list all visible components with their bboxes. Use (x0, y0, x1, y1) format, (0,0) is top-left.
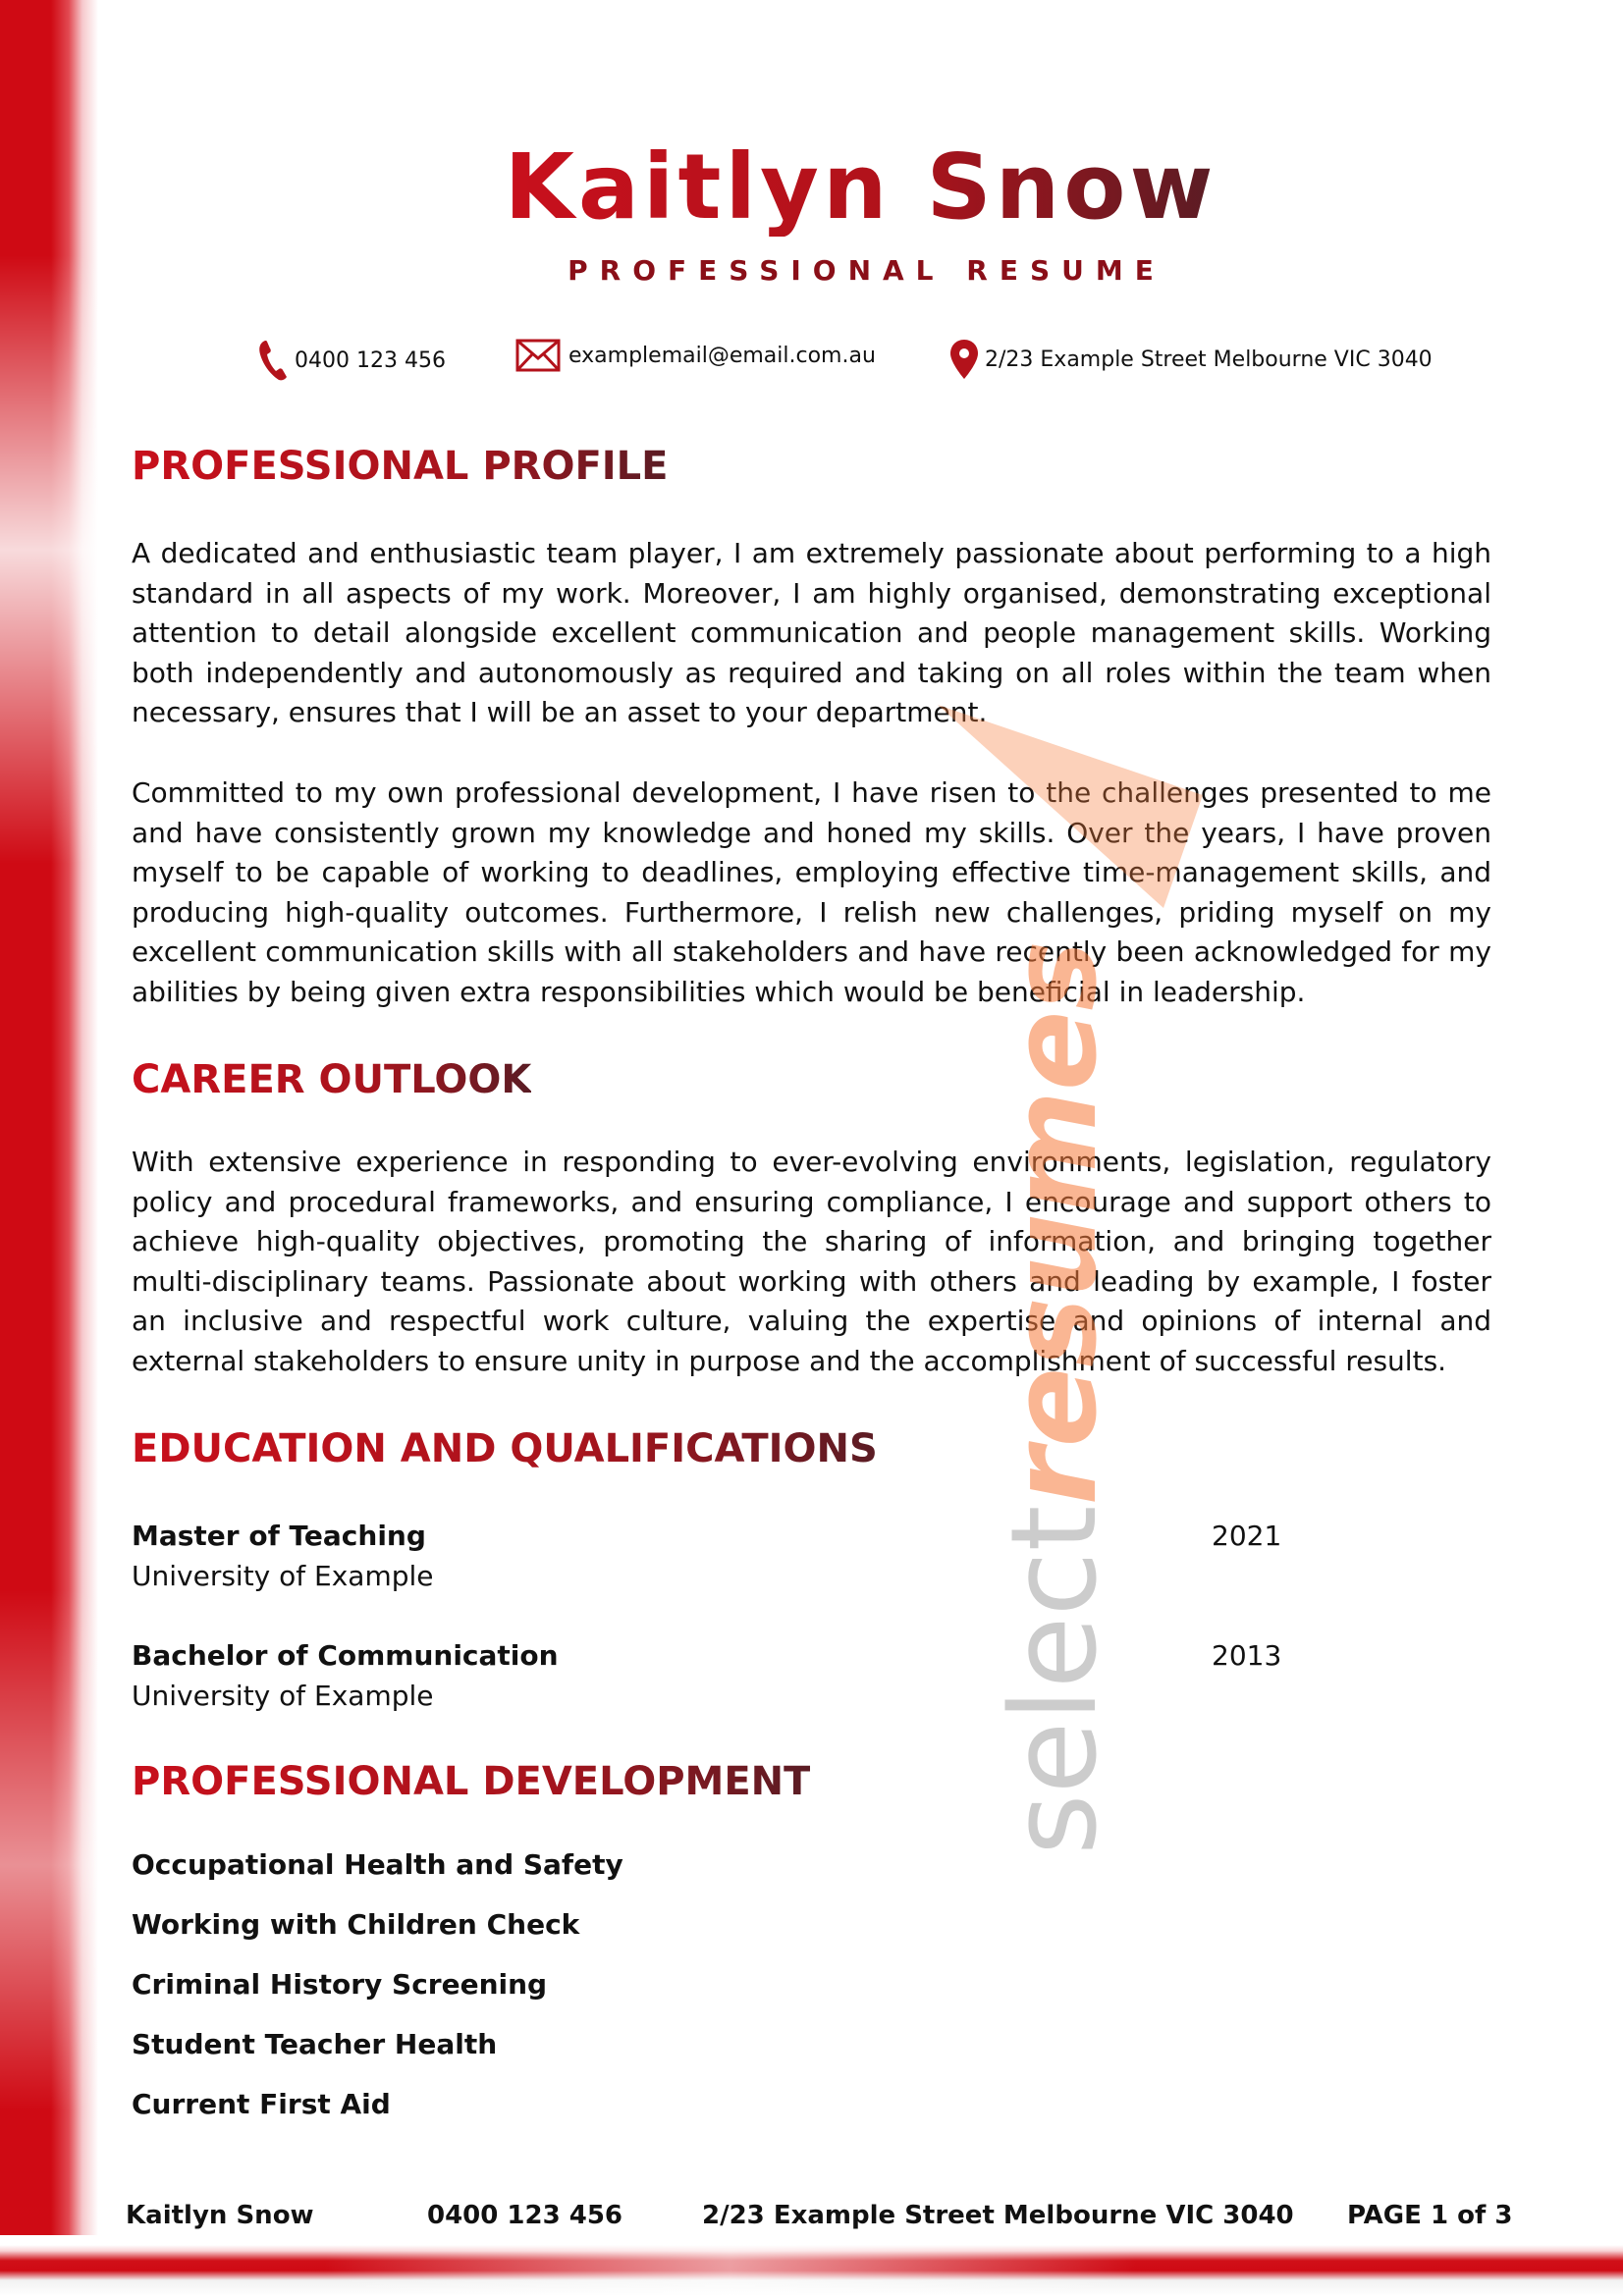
section-title-development: PROFESSIONAL DEVELOPMENT (132, 1759, 811, 1804)
resume-subtitle: PROFESSIONAL RESUME (568, 254, 1165, 288)
page-footer (0, 2201, 1623, 2240)
contact-phone (257, 339, 446, 382)
section-professional-development (132, 1759, 1491, 1804)
contact-email-text: examplemail@email.com.au (568, 343, 876, 368)
section-education (132, 1426, 1491, 1471)
education-degree: Bachelor of Communication (132, 1639, 559, 1672)
profile-paragraph-2: Committed to my own professional development, I have risen to the challenges presented to me and have consistently grown my knowledge and honed my skills. Over the years, I have proven myself to be capable of working to deadlines, employing effective time-management skills, and producing high-quality outcomes. Furthermore, I relish new challenges, priding myself on my excellent communication skills with all stakeholders and have recently been acknowledged for my abilities by being given extra responsibilities which would be beneficial in leadership. (132, 776, 1491, 1008)
footer-phone: 0400 123 456 (427, 2201, 623, 2230)
section-title-education: EDUCATION AND QUALIFICATIONS (132, 1426, 878, 1471)
contact-phone-text: 0400 123 456 (295, 347, 446, 373)
contact-row (0, 339, 1623, 378)
footer-name: Kaitlyn Snow (126, 2201, 314, 2230)
profile-paragraph-2-wrap (132, 774, 1491, 1013)
footer-page-number: PAGE 1 of 3 (1347, 2201, 1513, 2230)
career-paragraph-wrap (132, 1143, 1491, 1382)
section-professional-profile (132, 444, 1491, 489)
resume-header (98, 134, 1623, 288)
section-title-career: CAREER OUTLOOK (132, 1057, 532, 1102)
watermark-text-select: select (987, 1505, 1123, 1855)
education-year: 2013 (1212, 1639, 1282, 1672)
education-item (132, 1517, 1349, 1596)
education-institution: University of Example (132, 1679, 434, 1712)
development-item: Criminal History Screening (132, 1968, 548, 2001)
envelope-icon (515, 339, 561, 372)
development-item: Working with Children Check (132, 1908, 580, 1941)
watermark-text-resumes: resumes (987, 940, 1123, 1506)
development-item: Occupational Health and Safety (132, 1848, 623, 1881)
section-title-profile: PROFESSIONAL PROFILE (132, 444, 669, 489)
location-pin-icon (949, 339, 979, 380)
profile-paragraph-1-wrap (132, 534, 1491, 733)
contact-address-text: 2/23 Example Street Melbourne VIC 3040 (985, 347, 1433, 372)
career-paragraph: With extensive experience in responding to ever-evolving environments, legislation, regulatory policy and procedural frameworks, and ensuring compliance, I encourage and support others to achieve high-quality objectives, promoting the sharing of information, and bringing together multi-disciplinary teams. Passionate about working with others and leading by example, I foster an inclusive and respectful work culture, valuing the expertise and opinions of internal and external stakeholders to ensure unity in purpose and the accomplishment of successful results. (132, 1146, 1491, 1377)
education-year: 2021 (1212, 1520, 1282, 1552)
footer-address: 2/23 Example Street Melbourne VIC 3040 (702, 2201, 1294, 2230)
education-institution: University of Example (132, 1559, 434, 1592)
development-item: Student Teacher Health (132, 2028, 498, 2060)
education-degree: Master of Teaching (132, 1520, 426, 1552)
bottom-decorative-band (0, 2235, 1623, 2296)
education-item (132, 1636, 1349, 1716)
section-career-outlook (132, 1057, 1491, 1102)
development-list (132, 1845, 623, 2145)
phone-icon (257, 339, 291, 382)
contact-email (515, 339, 876, 372)
candidate-name: Kaitlyn Snow (504, 134, 1217, 240)
development-item: Current First Aid (132, 2088, 391, 2120)
contact-address (949, 339, 1433, 380)
profile-paragraph-1: A dedicated and enthusiastic team player, I am extremely passionate about performing to a high standard in all aspects of my work. Moreover, I am highly organised, demonstrating exceptional attention to detail alongside excellent communication and people management skills. Working both independently and autonomously as required and taking on all roles within the team when necessary, ensures that I will be an asset to your department. (132, 537, 1491, 729)
